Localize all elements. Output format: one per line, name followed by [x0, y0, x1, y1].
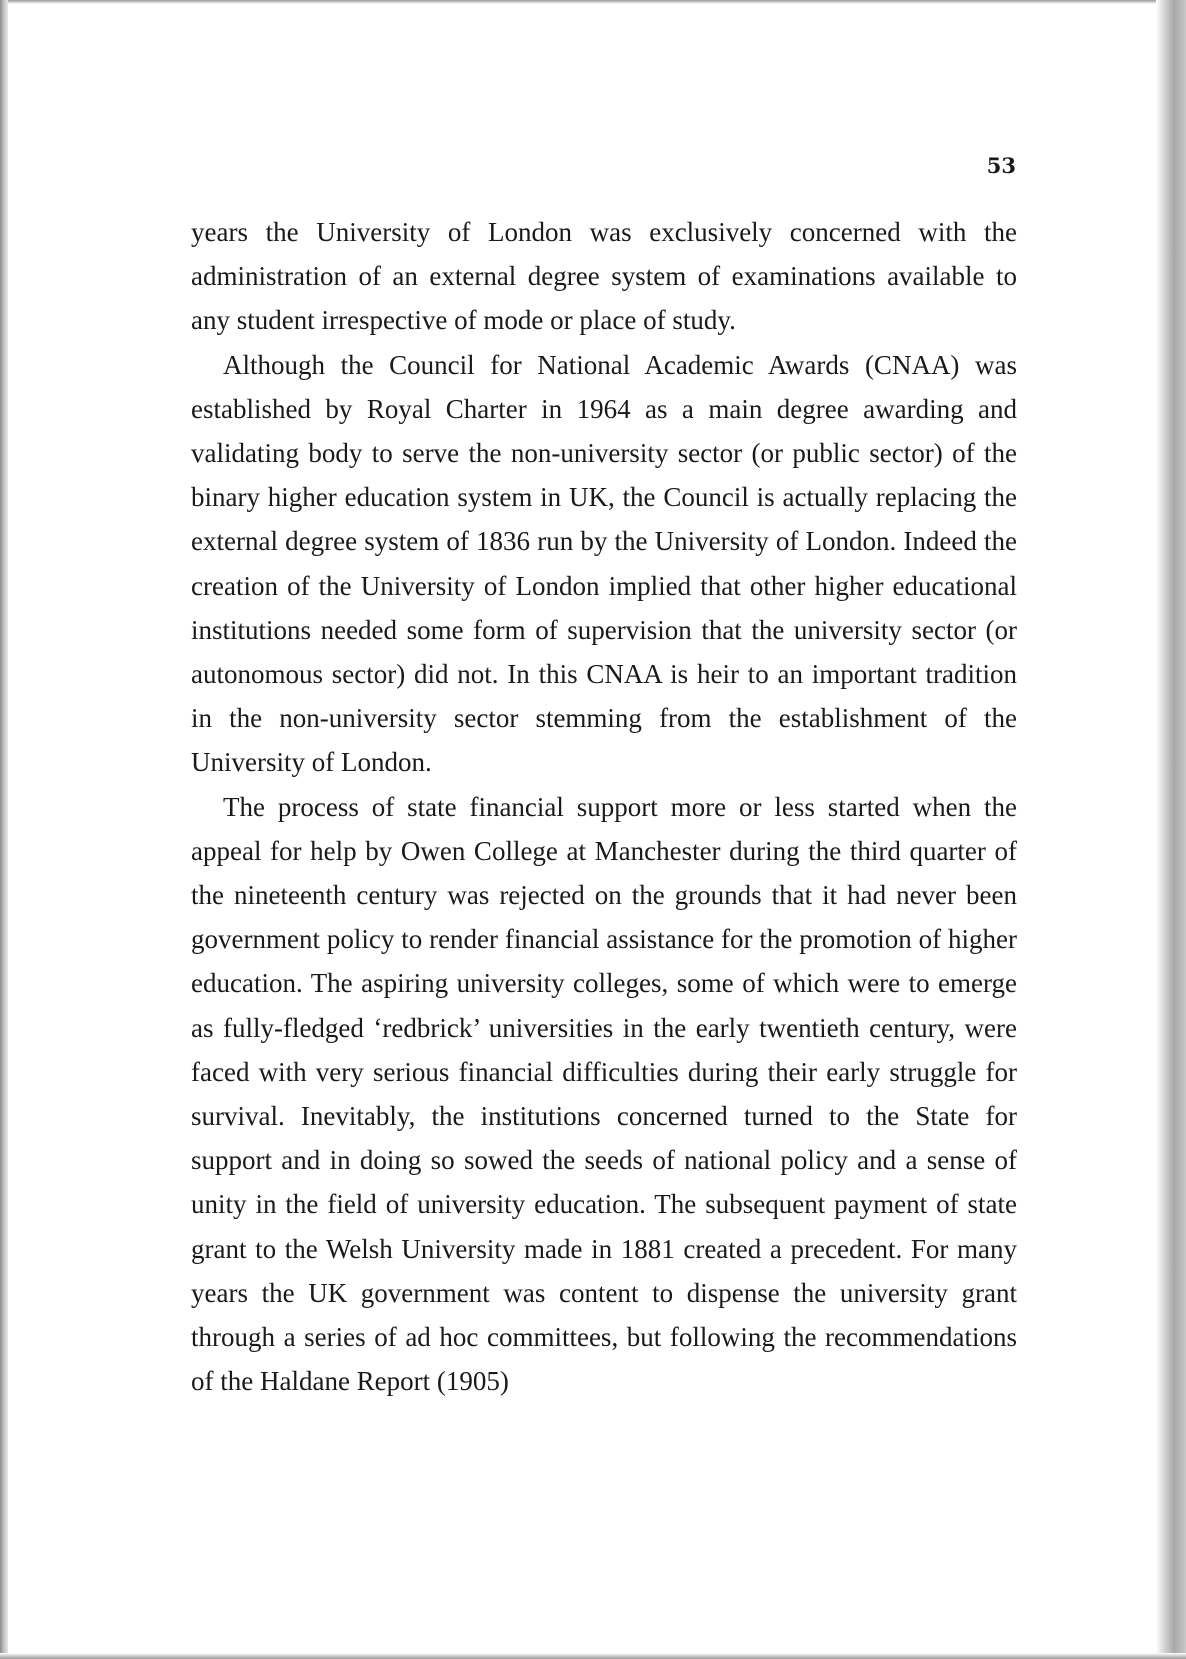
- page-edge-right-shadow: [1156, 0, 1186, 1659]
- page-edge-left: [0, 0, 8, 1659]
- paragraph-1: years the University of London was exclusively concerned with the administration of an external degree system of examinations available to any student irrespective of mode or place of study.: [191, 217, 1017, 336]
- page-number: 53: [986, 153, 1016, 178]
- page-edge-bottom: [0, 1653, 1186, 1659]
- paragraph-3: The process of state financial support more or less started when the appeal for help by Owen College at Manchester during the third quarter of the nineteenth century was rejected on the grounds that it had never been government policy to render financial assistance for the promotion of higher education. The aspiring university colleges, some of which were to emerge as fully-fledged ‘redbrick’ universities in the early twentieth century, were faced with very serious financial difficulties during their early struggle for survival. Inevitably, the institutions concerned turned to the State for support and in doing so sowed the seeds of national policy and a sense of unity in the field of university education. The subsequent payment of state grant to the Welsh University made in 1881 created a precedent. For many years the UK government was content to dispense the university grant through a series of ad hoc committees, but following the recommendations of the Haldane Report (1905): [191, 791, 1017, 1397]
- paragraph-2: Although the Council for National Academic Awards (CNAA) was established by Royal Charter in 1964 as a main degree awarding and validating body to serve the non-university sector (or public sector) of the binary higher education system in UK, the Council is actually replacing the external degree system of 1836 run by the University of London. Indeed the creation of the University of London implied that other higher educational institutions needed some form of supervision that the university sector (or autonomous sector) did not. In this CNAA is heir to an important tradition in the non-university sector stemming from the establishment of the University of London.: [191, 349, 1017, 778]
- body-text: [191, 210, 1017, 1403]
- page-edge-top: [0, 0, 1186, 4]
